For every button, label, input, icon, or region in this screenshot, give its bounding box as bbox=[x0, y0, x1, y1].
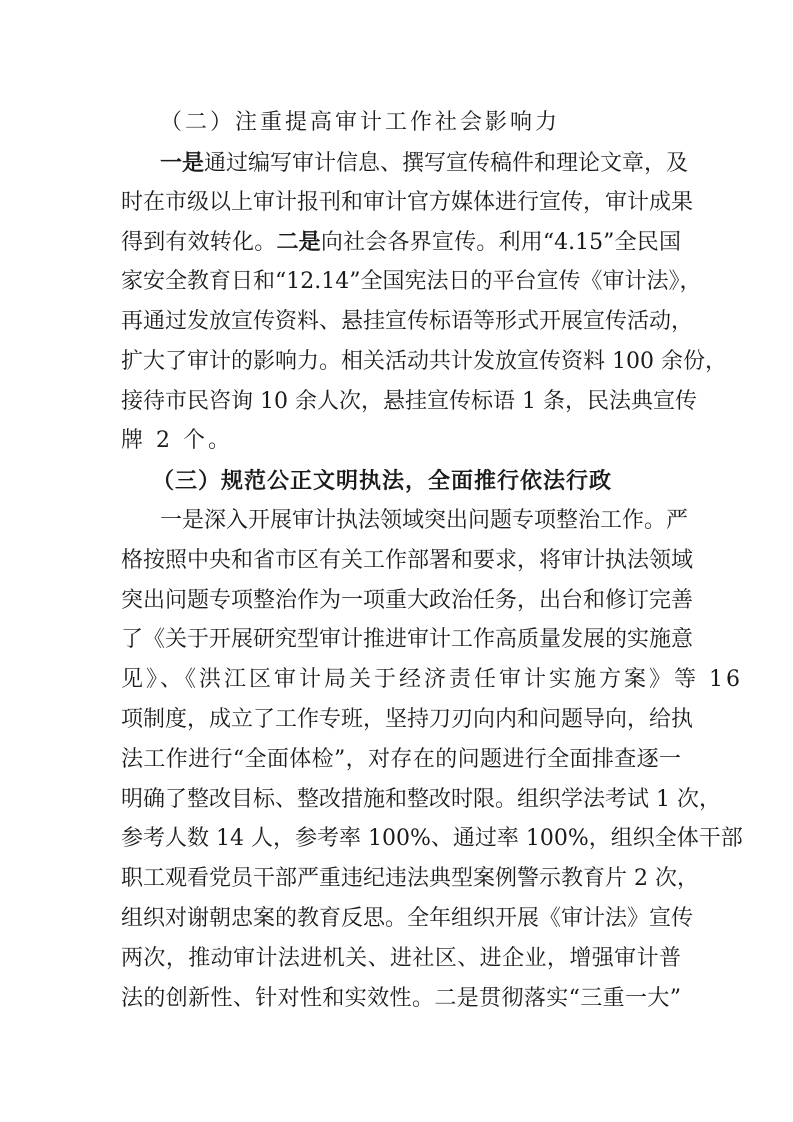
text-segment: 向社会各界宣传。利用“4.15”全民国 bbox=[320, 230, 681, 256]
text-segment: 格按照中央和省市区有关工作部署和要求，将审计执法领域 bbox=[121, 547, 694, 573]
paragraph-line bbox=[121, 620, 694, 660]
paragraph-line bbox=[121, 183, 694, 223]
text-segment: 了《关于开展研究型审计推进审计工作高质量发展的实施意 bbox=[121, 627, 694, 653]
paragraph-line bbox=[121, 740, 681, 780]
text-segment: 法的创新性、针对性和实效性。二是贯彻落实“三重一大” bbox=[121, 985, 681, 1011]
text-segment: 两次，推动审计法进机关、进社区、进企业，增强审计普 bbox=[121, 945, 681, 971]
text-segment: 职工观看党员干部严重违纪违法典型案例警示教育片 2 次， bbox=[121, 866, 699, 892]
text-segment: 明确了整改目标、整改措施和整改时限。组织学法考试 1 次， bbox=[121, 786, 721, 812]
paragraph-line bbox=[121, 939, 681, 979]
text-segment: 再通过发放宣传资料、悬挂宣传标语等形式开展宣传活动， bbox=[121, 309, 694, 334]
bold-lead-text: 一是 bbox=[160, 149, 205, 176]
paragraph-line bbox=[121, 859, 699, 899]
text-segment: 扩大了审计的影响力。相关活动共计发放宣传资料 100 余份， bbox=[121, 348, 727, 374]
text-segment: 通过编写审计信息、撰写宣传稿件和理论文章，及 bbox=[204, 150, 689, 176]
text-segment: 接待市民咨询 10 余人次，悬挂宣传标语 1 条，民法典宣传 bbox=[121, 388, 697, 414]
text-segment: 见》、《洪江区审计局关于经济责任审计实施方案》等 16 bbox=[121, 667, 743, 693]
text-segment: 组织对谢朝忠案的教育反思。全年组织开展《审计法》宣传 bbox=[121, 906, 694, 931]
text-segment: （二）注重提高审计工作社会影响力 bbox=[160, 110, 561, 135]
paragraph-line bbox=[121, 581, 694, 621]
paragraph-line bbox=[160, 143, 689, 183]
text-segment: 一是深入开展审计执法领域突出问题专项整治工作。严 bbox=[160, 508, 689, 533]
bold-lead-text: 二是 bbox=[276, 229, 321, 256]
text-segment: 牌 2 个。 bbox=[121, 428, 233, 454]
section-heading bbox=[152, 461, 712, 501]
text-segment: 法工作进行“全面体检”，对存在的问题进行全面排查逐一 bbox=[121, 746, 681, 772]
paragraph-line bbox=[121, 302, 694, 342]
paragraph-line bbox=[121, 660, 743, 700]
paragraph-line bbox=[121, 979, 681, 1019]
paragraph-line bbox=[121, 700, 694, 740]
text-segment: 家安全教育日和“12.14”全国宪法日的平台宣传《审计法》， bbox=[121, 269, 702, 295]
text-segment: 项制度，成立了工作专班，坚持刀刃向内和问题导向，给执 bbox=[121, 707, 694, 732]
paragraph-line bbox=[121, 819, 743, 859]
text-segment: 突出问题专项整治作为一项重大政治任务，出台和修订完善 bbox=[121, 587, 694, 613]
text-segment: 时在市级以上审计报刊和审计官方媒体进行宣传，审计成果 bbox=[121, 189, 694, 215]
paragraph-line bbox=[160, 501, 689, 541]
paragraph-line bbox=[121, 382, 697, 422]
paragraph-line bbox=[121, 541, 694, 581]
section-heading bbox=[160, 103, 681, 143]
paragraph-line bbox=[121, 780, 721, 820]
paragraph-line bbox=[121, 899, 694, 939]
text-segment: （三）规范公正文明执法，全面推行依法行政 bbox=[152, 468, 613, 495]
paragraph-line bbox=[121, 421, 681, 461]
paragraph-line bbox=[121, 342, 727, 382]
text-segment: 得到有效转化。 bbox=[121, 230, 277, 256]
paragraph-line bbox=[121, 262, 702, 302]
text-segment: 参考人数 14 人，参考率 100%、通过率 100%，组织全体干部 bbox=[121, 826, 743, 852]
paragraph-line bbox=[121, 222, 681, 262]
